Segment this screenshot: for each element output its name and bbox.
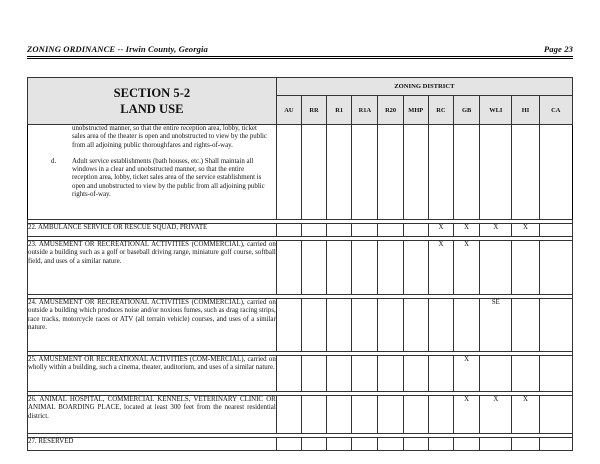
district-mark-hi xyxy=(512,241,539,295)
land-use-row xyxy=(28,299,573,352)
district-cell-wli xyxy=(480,125,512,220)
item-d-text: Adult service establishments (bath houses, etc.) Shall maintain all windows in a clear and unobstructed manner, so that the entire reception area, lobby, ticket sales area of the service establishment is open and unobstructed to view by the public from all adjoining public rights-of-way. xyxy=(72,157,265,199)
district-col-hi: HI xyxy=(512,96,539,125)
district-mark-r1 xyxy=(327,356,352,392)
district-mark-rr xyxy=(301,356,326,392)
district-cell-au xyxy=(276,125,301,220)
district-mark-hi xyxy=(512,438,539,451)
section-subtitle: LAND USE xyxy=(120,102,184,116)
land-use-row xyxy=(28,241,573,295)
district-col-r1: R1 xyxy=(327,96,352,125)
section-heading xyxy=(28,78,277,125)
district-mark-ca xyxy=(539,356,572,392)
header-rule xyxy=(27,56,573,57)
district-col-gb: GB xyxy=(454,96,480,125)
district-mark-r1a xyxy=(352,438,378,451)
district-mark-r20 xyxy=(378,224,403,237)
district-mark-rc: X xyxy=(428,224,453,237)
district-mark-gb xyxy=(454,438,480,451)
land-use-row xyxy=(28,438,573,451)
page-header xyxy=(27,42,573,56)
district-mark-r1a xyxy=(352,356,378,392)
district-mark-mhp xyxy=(403,438,428,451)
header-rule-thin xyxy=(27,58,573,59)
district-mark-rr xyxy=(301,224,326,237)
district-mark-r1 xyxy=(327,224,352,237)
district-mark-mhp xyxy=(403,299,428,352)
district-mark-r1a xyxy=(352,241,378,295)
district-mark-r1 xyxy=(327,396,352,434)
land-use-description: 24. AMUSEMENT OR RECREATIONAL ACTIVITIES (COMMERCIAL), carried on outside a building which produces noise and/or noxious fumes, such as drag racing strips, race tracks, motorcycle races or ATV (all terrain vehicle) courses, and uses of a similar nature. xyxy=(28,299,277,352)
item-d-label: d. xyxy=(51,157,57,165)
district-mark-r20 xyxy=(378,396,403,434)
district-mark-au xyxy=(276,356,301,392)
district-mark-gb: X xyxy=(454,224,480,237)
district-mark-hi xyxy=(512,299,539,352)
land-use-row xyxy=(28,224,573,237)
district-mark-ca xyxy=(539,241,572,295)
district-mark-au xyxy=(276,396,301,434)
district-mark-r1a xyxy=(352,224,378,237)
district-mark-ca xyxy=(539,396,572,434)
district-mark-r1 xyxy=(327,438,352,451)
district-mark-au xyxy=(276,224,301,237)
district-mark-r20 xyxy=(378,241,403,295)
district-mark-rc xyxy=(428,396,453,434)
district-mark-mhp xyxy=(403,396,428,434)
district-mark-wli: SE xyxy=(480,299,512,352)
continuation-lead: unobstructed manner, so that the entire reception area, lobby, ticket sales area of the theater is open and unobstructed to view by the public from all adjoining public thoroughfares and rights-of-way. xyxy=(72,125,267,149)
page-number: Page 23 xyxy=(543,44,573,54)
district-cell-rr xyxy=(301,125,326,220)
district-mark-r20 xyxy=(378,356,403,392)
district-mark-au xyxy=(276,241,301,295)
district-mark-rr xyxy=(301,438,326,451)
district-mark-hi: X xyxy=(512,396,539,434)
district-col-r20: R20 xyxy=(378,96,403,125)
district-mark-r1a xyxy=(352,396,378,434)
district-mark-r1 xyxy=(327,299,352,352)
district-mark-gb: X xyxy=(454,356,480,392)
district-cell-mhp xyxy=(403,125,428,220)
land-use-description: 27. RESERVED xyxy=(28,438,277,451)
continuation-text xyxy=(28,125,277,220)
land-use-table xyxy=(27,77,573,451)
district-mark-rr xyxy=(301,241,326,295)
district-mark-rc xyxy=(428,299,453,352)
district-col-au: AU xyxy=(276,96,301,125)
document-title: ZONING ORDINANCE -- Irwin County, Georgia xyxy=(27,44,208,54)
district-mark-mhp xyxy=(403,241,428,295)
district-col-ca: CA xyxy=(539,96,572,125)
land-use-description: 26. ANIMAL HOSPITAL, COMMERCIAL KENNELS, VETERINARY CLINIC OR ANIMAL BOARDING PLACE, located at least 300 feet from the nearest residential district. xyxy=(28,396,277,434)
item-d xyxy=(49,158,271,199)
district-mark-r20 xyxy=(378,438,403,451)
district-cell-r1 xyxy=(327,125,352,220)
district-cell-gb xyxy=(454,125,480,220)
district-col-mhp: MHP xyxy=(403,96,428,125)
district-mark-ca xyxy=(539,438,572,451)
district-mark-hi xyxy=(512,356,539,392)
district-cell-rc xyxy=(428,125,453,220)
land-use-description: 22. AMBULANCE SERVICE OR RESCUE SQUAD, PRIVATE xyxy=(28,224,277,237)
district-mark-gb: X xyxy=(454,241,480,295)
land-use-description: 25. AMUSEMENT OR RECREATIONAL ACTIVITIES (COM-MERCIAL), carried on wholly within a building, such a cinema, theater, auditorium, and uses of a similar nature. xyxy=(28,356,277,392)
district-mark-wli xyxy=(480,438,512,451)
district-mark-ca xyxy=(539,224,572,237)
district-cell-r20 xyxy=(378,125,403,220)
district-col-rr: RR xyxy=(301,96,326,125)
land-use-row xyxy=(28,356,573,392)
district-mark-mhp xyxy=(403,224,428,237)
district-mark-r20 xyxy=(378,299,403,352)
district-mark-gb: X xyxy=(454,396,480,434)
district-col-wli: WLI xyxy=(480,96,512,125)
district-mark-rr xyxy=(301,299,326,352)
district-mark-rc: X xyxy=(428,241,453,295)
district-mark-r1 xyxy=(327,241,352,295)
district-mark-wli xyxy=(480,356,512,392)
district-mark-wli: X xyxy=(480,224,512,237)
district-mark-hi: X xyxy=(512,224,539,237)
district-mark-rc xyxy=(428,438,453,451)
continuation-row xyxy=(28,125,573,220)
section-title: SECTION 5-2 xyxy=(113,86,191,100)
land-use-row xyxy=(28,396,573,434)
district-cell-r1a xyxy=(352,125,378,220)
district-mark-wli xyxy=(480,241,512,295)
district-mark-mhp xyxy=(403,356,428,392)
zoning-district-header: ZONING DISTRICT xyxy=(276,78,572,96)
district-mark-au xyxy=(276,438,301,451)
district-mark-r1a xyxy=(352,299,378,352)
district-mark-au xyxy=(276,299,301,352)
district-col-rc: RC xyxy=(428,96,453,125)
district-col-r1a: R1A xyxy=(352,96,378,125)
land-use-description: 23. AMUSEMENT OR RECREATIONAL ACTIVITIES (COMMERCIAL), carried on outside a building such as a golf or baseball driving range, miniature golf course, softball field, and uses of a similar nature. xyxy=(28,241,277,295)
district-cell-ca xyxy=(539,125,572,220)
district-mark-rc xyxy=(428,356,453,392)
district-mark-gb xyxy=(454,299,480,352)
district-mark-rr xyxy=(301,396,326,434)
district-mark-ca xyxy=(539,299,572,352)
district-cell-hi xyxy=(512,125,539,220)
district-mark-wli: X xyxy=(480,396,512,434)
